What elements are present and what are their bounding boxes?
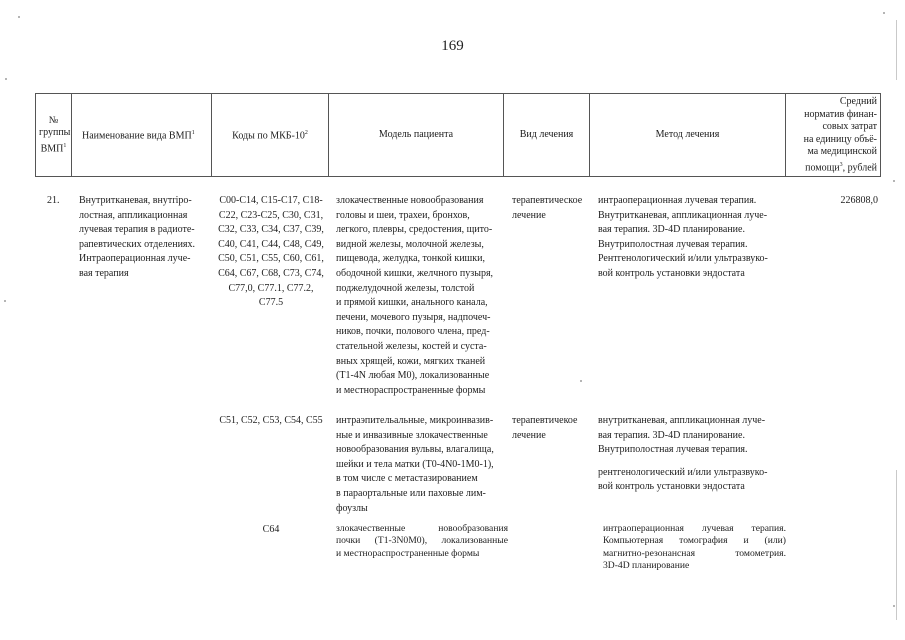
icd-codes: C51, C52, C53, C54, C55 [219, 415, 323, 426]
icd-codes: C64 [262, 524, 280, 535]
header-average-cost: Средний норматив финан- совых затрат на единицу объё- ма медицинской помощи$^3$, рублей [786, 94, 881, 177]
scan-speck [4, 300, 6, 302]
treatment-method: интраоперационная лучевая терапия. Внутритканевая, аппликационная луче- вая терапия. 3D-4D планирование. Внутриполостная лучевая терапия. Рентгенологический и/или ультразвуко- вой контроль установки эндостата [598, 195, 768, 279]
treatment-method: интраоперационная лучевая терапия. Компьютерная томография и (или) магнитно-резонансная томометрия. 3D-4D планирование [603, 523, 786, 572]
header-icd-codes: Коды по МКБ-$10^2$ [212, 94, 329, 177]
scan-speck [893, 180, 895, 182]
patient-model: злокачественные новообразования почки (T1-3N0M0), локализованные и местнораспространенные формы [336, 523, 508, 559]
patient-model: злокачественные новообразования головы и шеи, трахеи, бронхов, легкого, плевры, средостения, щито- видной железы, молочной железы, пищевода, желудка, тонкой кишки, ободочной кишки, желчного пузыря, поджелудочной железы, толстой и прямой кишки, анального канала, печени, мочевого пузыря, надпочеч- ников, почки, полового члена, пред- стательной железы, костей и суста- вных хрящей, кожи, мягких тканей (T1-4N любая M0), локализованные и местнораспространенные формы [336, 195, 494, 396]
header-treatment-type: Вид лечения [504, 94, 590, 177]
header-patient-model: Модель пациента [329, 94, 504, 177]
header-group-number: № группы ВМП$^1$ [36, 94, 72, 177]
scan-speck [883, 12, 885, 14]
vmp-name: Внутритканевая, внутripo- лостная, аппликационная лучевая терапия в радиоте- рапевтических отделениях. Интраоперационная луче- вая терапия [79, 195, 196, 279]
page-number: 169 [441, 38, 464, 54]
average-cost: 226808,0 [840, 195, 878, 206]
group-number: 21. [47, 195, 60, 206]
scan-speck [5, 78, 7, 80]
patient-model: интраэпительальные, микроинвазив- ные и инвазивные злокачественные новообразования вульвы, влагалища, шейки и тела матки (T0-4N0-1M0-1), в том числе с метастазированием в параортальные или паховые лим- фоузлы [336, 415, 494, 514]
scan-speck [580, 380, 582, 382]
scan-speck [18, 16, 20, 18]
treatment-type: терапевтичекое лечение [512, 415, 578, 441]
header-row [36, 94, 881, 177]
icd-codes: C00-C14, C15-C17, C18- C22, C23-C25, C30, C31, C32, C33, C34, C37, C39, C40, C41, C44, C48, C49, C50, C51, C55, C60, C61, C64, C67, C68, C73, C74, C77,0, C77.1, C77.2, C77.5 [218, 195, 324, 309]
scan-margin-line [896, 20, 897, 80]
header-treatment-method: Метод лечения [590, 94, 786, 177]
treatment-type: терапевтическое лечение [512, 195, 583, 221]
scan-speck [893, 605, 895, 607]
scan-margin-line [896, 470, 897, 620]
header-vmp-name: Наименование вида ВМП$^1$ [72, 94, 212, 177]
header-table [35, 93, 881, 177]
treatment-method: внутритканевая, аппликационная луче- вая терапия. 3D-4D планирование. Внутриполостная лучевая терапия. рентгенологический и/или ультразвуко- вой контроль установки эндостата [598, 415, 768, 493]
